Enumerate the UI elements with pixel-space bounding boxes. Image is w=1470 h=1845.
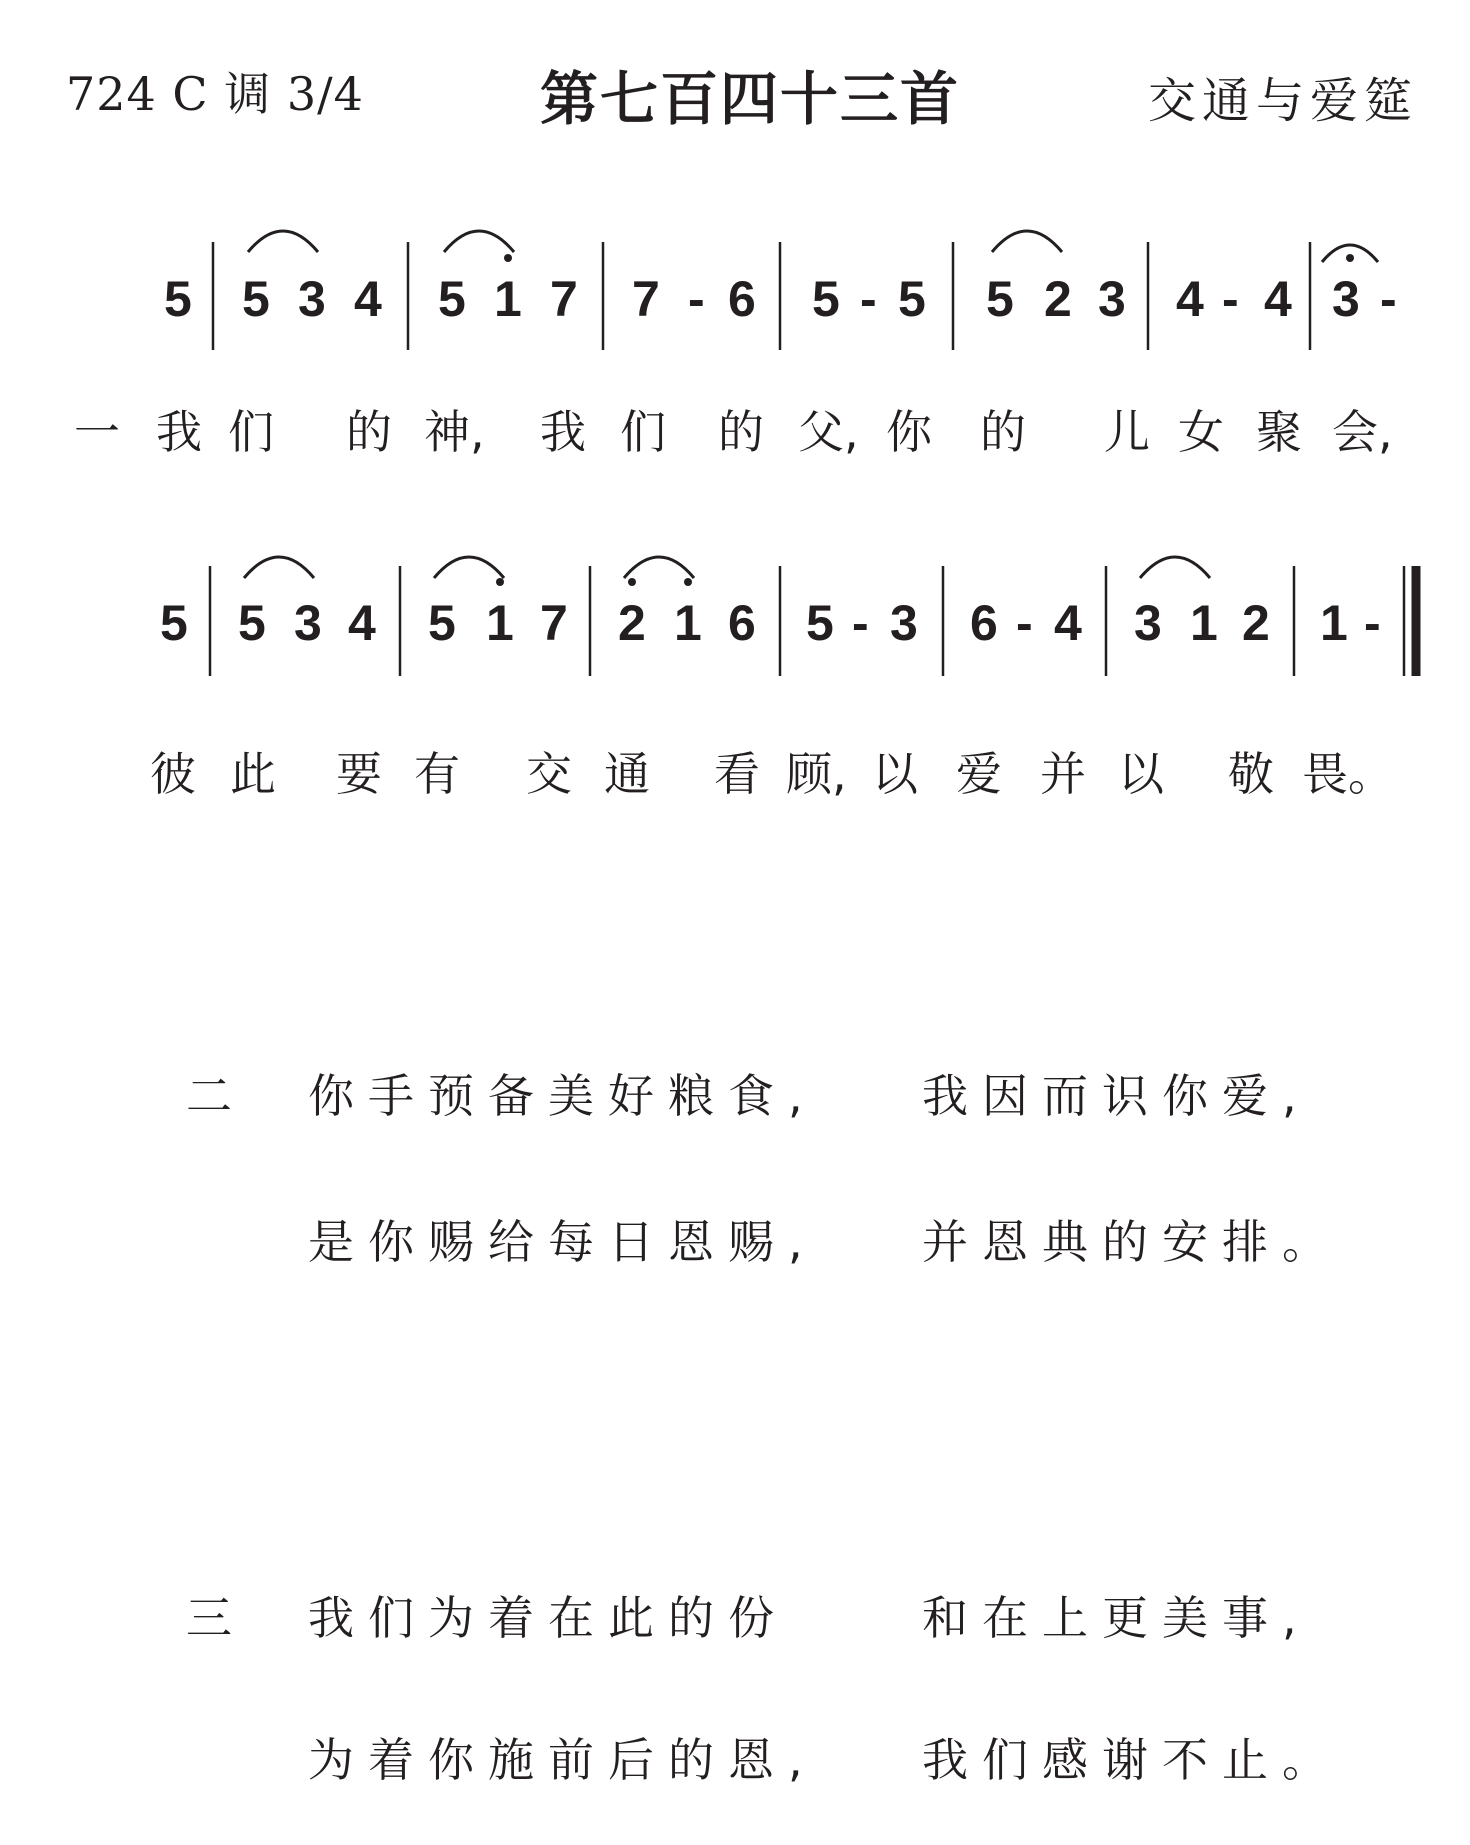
note: 6 <box>970 595 998 651</box>
note: - <box>860 271 877 327</box>
hymn-info: 724 C 调 3/4 <box>66 67 364 121</box>
slur <box>1140 557 1210 578</box>
verse-2-line-1b: 我因而识你爱, <box>922 1069 1311 1123</box>
verse-3-line-1a: 我们为着在此的份 <box>308 1591 788 1645</box>
note: 1 <box>1320 595 1348 651</box>
verse-3-line-1b: 和在上更美事, <box>922 1591 1311 1645</box>
notation-line-2 <box>160 595 1381 651</box>
note: 2 <box>618 595 646 651</box>
note: - <box>1380 271 1397 327</box>
lyric-char: 以 <box>1118 747 1164 801</box>
lyric-char: 此 <box>230 747 276 801</box>
lyric-char: 的 <box>980 405 1026 459</box>
note: 7 <box>550 271 578 327</box>
note: - <box>688 271 705 327</box>
note: 4 <box>348 595 376 651</box>
verse-2-line-2a: 是你赐给每日恩赐, <box>308 1215 817 1269</box>
lyric-char: 女 <box>1178 405 1224 459</box>
lyric-char: 会, <box>1332 405 1393 459</box>
lyric-char: 交 <box>526 747 572 801</box>
verse-3-line-2a: 为着你施前后的恩, <box>308 1733 817 1787</box>
note: - <box>1364 595 1381 651</box>
verse-number: 一 <box>74 405 120 459</box>
note: 5 <box>812 271 840 327</box>
lyric-char: 通 <box>604 747 650 801</box>
note: 3 <box>890 595 918 651</box>
lyric-char: 的 <box>346 405 392 459</box>
fermata-dot <box>1346 254 1354 262</box>
hymn-category: 交通与爱筵 <box>1148 73 1419 129</box>
note: 5 <box>898 271 926 327</box>
lyric-char: 有 <box>414 747 460 801</box>
verse-2-line-2b: 并恩典的安排。 <box>922 1215 1342 1269</box>
verse-2-number: 二 <box>186 1069 232 1123</box>
notation-line-1 <box>164 271 1397 327</box>
lyric-char: 要 <box>336 747 382 801</box>
note: 1 <box>674 595 702 651</box>
note: 4 <box>354 271 382 327</box>
note: 6 <box>728 595 756 651</box>
note: 6 <box>728 271 756 327</box>
lyric-char: 畏。 <box>1302 747 1394 801</box>
lyric-char: 神, <box>424 405 485 459</box>
slur <box>992 231 1062 252</box>
note: - <box>1016 595 1033 651</box>
lyric-char: 我 <box>540 405 586 459</box>
note: 4 <box>1264 271 1292 327</box>
note: 7 <box>540 595 568 651</box>
fermata <box>1322 245 1378 262</box>
note: 5 <box>242 271 270 327</box>
octave-dot <box>628 578 636 586</box>
note: - <box>1222 271 1239 327</box>
note: 3 <box>1332 271 1360 327</box>
lyric-char: 看 <box>714 747 760 801</box>
lyric-char: 聚 <box>1256 405 1302 459</box>
lyric-char: 顾, <box>786 747 847 801</box>
verse-3-number: 三 <box>186 1591 232 1645</box>
lyric-char: 以 <box>872 747 918 801</box>
lyric-char: 父, <box>798 405 859 459</box>
note: 4 <box>1054 595 1082 651</box>
lyric-char: 儿 <box>1104 405 1150 459</box>
hymn-title: 第七百四十三首 <box>540 65 961 133</box>
note: 5 <box>438 271 466 327</box>
note: 4 <box>1176 271 1204 327</box>
note: 5 <box>986 271 1014 327</box>
lyric-char: 敬 <box>1228 747 1274 801</box>
lyric-char: 并 <box>1040 747 1086 801</box>
octave-dot <box>504 254 512 262</box>
note: 1 <box>1190 595 1218 651</box>
note: 3 <box>298 271 326 327</box>
note: 5 <box>238 595 266 651</box>
slur <box>624 557 694 578</box>
octave-dot <box>684 578 692 586</box>
note: 3 <box>1134 595 1162 651</box>
note: 2 <box>1044 271 1072 327</box>
note: 5 <box>428 595 456 651</box>
slur <box>244 557 314 578</box>
note: 3 <box>1098 271 1126 327</box>
lyric-char: 的 <box>718 405 764 459</box>
note: 5 <box>164 271 192 327</box>
slur <box>444 231 514 252</box>
lyric-char: 们 <box>620 405 666 459</box>
note: 5 <box>160 595 188 651</box>
lyric-char: 爱 <box>956 747 1002 801</box>
lyric-char: 彼 <box>150 747 196 801</box>
verse-3-line-2b: 我们感谢不止。 <box>922 1733 1342 1787</box>
lyric-char: 们 <box>228 405 274 459</box>
slur <box>248 231 318 252</box>
verse-1-lyrics-line-2 <box>150 747 1394 801</box>
note: 1 <box>486 595 514 651</box>
note: 2 <box>1242 595 1270 651</box>
octave-dot <box>496 578 504 586</box>
lyric-char: 我 <box>156 405 202 459</box>
lyric-char: 你 <box>886 405 932 459</box>
slur <box>434 557 504 578</box>
note: 7 <box>632 271 660 327</box>
verse-2-line-1a: 你手预备美好粮食, <box>308 1069 817 1123</box>
note: 3 <box>294 595 322 651</box>
note: - <box>852 595 869 651</box>
note: 5 <box>806 595 834 651</box>
verse-1-lyrics-line-1 <box>74 405 1393 459</box>
note: 1 <box>494 271 522 327</box>
